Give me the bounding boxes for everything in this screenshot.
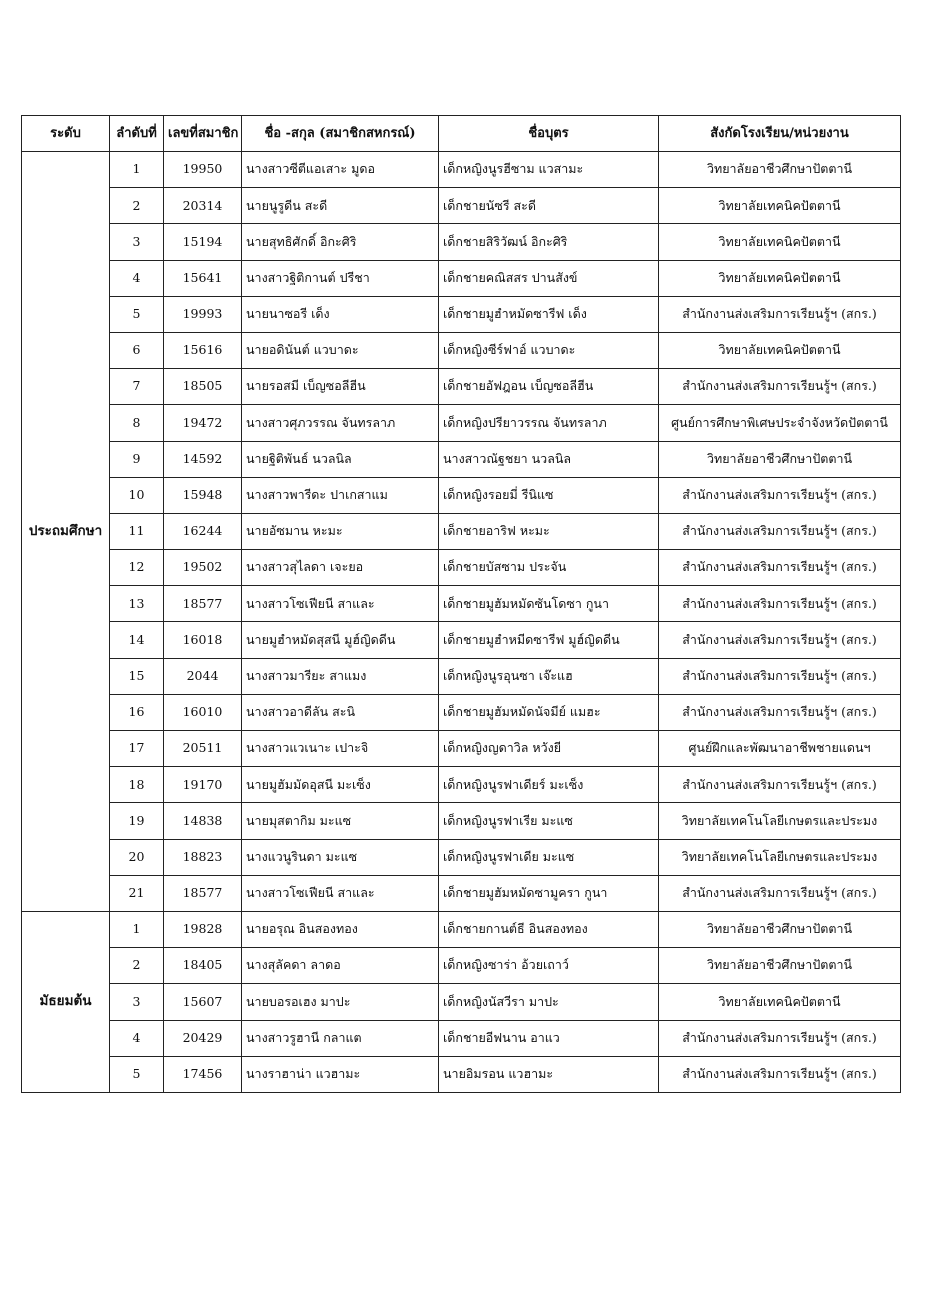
header-level: ระดับ [22, 116, 110, 152]
member-name-cell: นางสาวซีตีแอเสาะ มูดอ [242, 152, 439, 188]
header-member-name: ชื่อ -สกุล (สมาชิกสหกรณ์) [242, 116, 439, 152]
member-name-cell: นายมูฮำหมัดสุสนี มูฮ์ญิดดีน [242, 622, 439, 658]
table-row [22, 477, 901, 513]
member-no-cell: 16018 [164, 622, 242, 658]
member-name-cell: นางสาวโซเฟียนี สาและ [242, 586, 439, 622]
table-row [22, 1056, 901, 1092]
table-row [22, 767, 901, 803]
table-row [22, 1020, 901, 1056]
child-name-cell: เด็กชายอาริฟ หะมะ [439, 513, 659, 549]
unit-cell: วิทยาลัยเทคนิคปัตตานี [659, 984, 901, 1020]
member-name-cell: นางสาวพารีดะ ปาเกสาแม [242, 477, 439, 513]
order-cell: 6 [110, 332, 164, 368]
unit-cell: วิทยาลัยอาชีวศึกษาปัตตานี [659, 911, 901, 947]
table-row [22, 224, 901, 260]
member-no-cell: 19950 [164, 152, 242, 188]
child-name-cell: เด็กหญิงนูรอุนซา เจ๊ะแฮ [439, 658, 659, 694]
order-cell: 19 [110, 803, 164, 839]
table-row [22, 332, 901, 368]
table-row [22, 513, 901, 549]
unit-cell: สำนักงานส่งเสริมการเรียนรู้ฯ (สกร.) [659, 658, 901, 694]
header-child-name: ชื่อบุตร [439, 116, 659, 152]
child-name-cell: เด็กหญิงนูรฟาเดียร์ มะเซ็ง [439, 767, 659, 803]
order-cell: 20 [110, 839, 164, 875]
order-cell: 11 [110, 513, 164, 549]
unit-cell: วิทยาลัยเทคนิคปัตตานี [659, 224, 901, 260]
table-row [22, 731, 901, 767]
header-member-no: เลขที่สมาชิก [164, 116, 242, 152]
member-name-cell: นายสุทธิศักดิ์ อิกะศิริ [242, 224, 439, 260]
table-row [22, 405, 901, 441]
unit-cell: สำนักงานส่งเสริมการเรียนรู้ฯ (สกร.) [659, 550, 901, 586]
table-row [22, 369, 901, 405]
unit-cell: สำนักงานส่งเสริมการเรียนรู้ฯ (สกร.) [659, 1020, 901, 1056]
child-name-cell: เด็กชายคณิสสร ปานสังข์ [439, 260, 659, 296]
order-cell: 3 [110, 984, 164, 1020]
member-no-cell: 18505 [164, 369, 242, 405]
member-no-cell: 19828 [164, 911, 242, 947]
child-name-cell: เด็กชายมูฮัมหมัดนัจมีย์ แมฮะ [439, 694, 659, 730]
unit-cell: สำนักงานส่งเสริมการเรียนรู้ฯ (สกร.) [659, 767, 901, 803]
child-name-cell: เด็กหญิงนูรฟาเรีย มะแซ [439, 803, 659, 839]
member-name-cell: นางแวนูรินดา มะแซ [242, 839, 439, 875]
order-cell: 2 [110, 948, 164, 984]
unit-cell: สำนักงานส่งเสริมการเรียนรู้ฯ (สกร.) [659, 513, 901, 549]
scholarship-table [21, 115, 901, 1093]
order-cell: 8 [110, 405, 164, 441]
order-cell: 14 [110, 622, 164, 658]
table-row [22, 875, 901, 911]
child-name-cell: เด็กชายบัสซาม ประจัน [439, 550, 659, 586]
order-cell: 10 [110, 477, 164, 513]
member-no-cell: 20429 [164, 1020, 242, 1056]
table-row [22, 839, 901, 875]
level-cell: ประถมศึกษา [22, 152, 110, 912]
unit-cell: วิทยาลัยเทคนิคปัตตานี [659, 188, 901, 224]
member-name-cell: นางสาวรูฮานี กลาแต [242, 1020, 439, 1056]
child-name-cell: เด็กชายมูฮัมหมัดซามูครา กูนา [439, 875, 659, 911]
child-name-cell: เด็กชายอัฟฎอน เบ็ญซอลีฮีน [439, 369, 659, 405]
member-name-cell: นางสาวฐิติกานต์ ปรีชา [242, 260, 439, 296]
order-cell: 7 [110, 369, 164, 405]
member-no-cell: 15948 [164, 477, 242, 513]
table-header [22, 116, 901, 152]
member-name-cell: นางสาวโซเฟียนี สาและ [242, 875, 439, 911]
child-name-cell: เด็กชายอีฟนาน อาแว [439, 1020, 659, 1056]
member-name-cell: นายนาซอรี เด็ง [242, 296, 439, 332]
table-row [22, 152, 901, 188]
member-no-cell: 14592 [164, 441, 242, 477]
order-cell: 18 [110, 767, 164, 803]
member-no-cell: 20511 [164, 731, 242, 767]
table-row [22, 803, 901, 839]
table-body [22, 152, 901, 1093]
unit-cell: วิทยาลัยอาชีวศึกษาปัตตานี [659, 152, 901, 188]
member-no-cell: 19170 [164, 767, 242, 803]
member-no-cell: 19502 [164, 550, 242, 586]
child-name-cell: เด็กหญิงนูรฮีซาม แวสามะ [439, 152, 659, 188]
member-name-cell: นายบอรอเฮง มาปะ [242, 984, 439, 1020]
unit-cell: สำนักงานส่งเสริมการเรียนรู้ฯ (สกร.) [659, 622, 901, 658]
unit-cell: วิทยาลัยเทคโนโลยีเกษตรและประมง [659, 839, 901, 875]
member-name-cell: นายมุสตากิม มะแซ [242, 803, 439, 839]
member-name-cell: นายนูรูดีน สะดี [242, 188, 439, 224]
unit-cell: สำนักงานส่งเสริมการเรียนรู้ฯ (สกร.) [659, 369, 901, 405]
order-cell: 1 [110, 152, 164, 188]
member-name-cell: นางสาวอาดีลัน สะนิ [242, 694, 439, 730]
order-cell: 15 [110, 658, 164, 694]
member-no-cell: 19472 [164, 405, 242, 441]
member-name-cell: นายอรุณ อินสองทอง [242, 911, 439, 947]
member-name-cell: นางสุลัคดา ลาดอ [242, 948, 439, 984]
table-row [22, 658, 901, 694]
member-no-cell: 16010 [164, 694, 242, 730]
order-cell: 21 [110, 875, 164, 911]
unit-cell: ศูนย์ฝึกและพัฒนาอาชีพชายแดนฯ [659, 731, 901, 767]
unit-cell: สำนักงานส่งเสริมการเรียนรู้ฯ (สกร.) [659, 1056, 901, 1092]
child-name-cell: เด็กหญิงญดาวิล หวังยี [439, 731, 659, 767]
member-no-cell: 14838 [164, 803, 242, 839]
child-name-cell: เด็กชายสิริวัฒน์ อิกะศิริ [439, 224, 659, 260]
child-name-cell: เด็กชายกานต์ธี อินสองทอง [439, 911, 659, 947]
table-row [22, 911, 901, 947]
order-cell: 4 [110, 1020, 164, 1056]
member-name-cell: นางสาวศุภวรรณ จันทรลาภ [242, 405, 439, 441]
member-name-cell: นางราฮาน่า แวฮามะ [242, 1056, 439, 1092]
order-cell: 12 [110, 550, 164, 586]
order-cell: 5 [110, 1056, 164, 1092]
order-cell: 9 [110, 441, 164, 477]
member-name-cell: นายมูฮัมมัดอุสนี มะเซ็ง [242, 767, 439, 803]
order-cell: 3 [110, 224, 164, 260]
member-name-cell: นายฐิติพันธ์ นวลนิล [242, 441, 439, 477]
order-cell: 17 [110, 731, 164, 767]
member-no-cell: 15607 [164, 984, 242, 1020]
member-no-cell: 15616 [164, 332, 242, 368]
child-name-cell: นางสาวณัฐชยา นวลนิล [439, 441, 659, 477]
child-name-cell: เด็กหญิงซาร่า อ้วยเถาว์ [439, 948, 659, 984]
unit-cell: ศูนย์การศึกษาพิเศษประจำจังหวัดปัตตานี [659, 405, 901, 441]
table-row [22, 550, 901, 586]
member-name-cell: นางสาวสุไลดา เจะยอ [242, 550, 439, 586]
member-no-cell: 20314 [164, 188, 242, 224]
table-row [22, 586, 901, 622]
order-cell: 2 [110, 188, 164, 224]
scholarship-list-sheet [21, 115, 900, 1093]
table-row [22, 622, 901, 658]
header-order: ลำดับที่ [110, 116, 164, 152]
member-no-cell: 18823 [164, 839, 242, 875]
member-name-cell: นายอดินันต์ แวบาดะ [242, 332, 439, 368]
table-row [22, 188, 901, 224]
table-row [22, 948, 901, 984]
order-cell: 4 [110, 260, 164, 296]
unit-cell: สำนักงานส่งเสริมการเรียนรู้ฯ (สกร.) [659, 875, 901, 911]
member-no-cell: 18577 [164, 875, 242, 911]
member-no-cell: 18577 [164, 586, 242, 622]
order-cell: 16 [110, 694, 164, 730]
child-name-cell: เด็กชายมูฮำหมัดซารีฟ เด็ง [439, 296, 659, 332]
unit-cell: สำนักงานส่งเสริมการเรียนรู้ฯ (สกร.) [659, 296, 901, 332]
child-name-cell: เด็กหญิงซีร์ฟาอ์ แวบาดะ [439, 332, 659, 368]
member-no-cell: 15641 [164, 260, 242, 296]
unit-cell: สำนักงานส่งเสริมการเรียนรู้ฯ (สกร.) [659, 477, 901, 513]
table-row [22, 296, 901, 332]
unit-cell: วิทยาลัยเทคนิคปัตตานี [659, 260, 901, 296]
member-no-cell: 16244 [164, 513, 242, 549]
child-name-cell: เด็กหญิงนูรฟาเดีย มะแซ [439, 839, 659, 875]
member-name-cell: นางสาวแวเนาะ เปาะจิ [242, 731, 439, 767]
child-name-cell: เด็กหญิงนัสวีรา มาปะ [439, 984, 659, 1020]
unit-cell: วิทยาลัยอาชีวศึกษาปัตตานี [659, 441, 901, 477]
unit-cell: วิทยาลัยอาชีวศึกษาปัตตานี [659, 948, 901, 984]
child-name-cell: เด็กชายมูฮำหมีดซารีฟ มูฮ์ญิดดีน [439, 622, 659, 658]
unit-cell: วิทยาลัยเทคโนโลยีเกษตรและประมง [659, 803, 901, 839]
child-name-cell: เด็กชายนัซรี สะดี [439, 188, 659, 224]
member-no-cell: 18405 [164, 948, 242, 984]
order-cell: 5 [110, 296, 164, 332]
order-cell: 1 [110, 911, 164, 947]
member-name-cell: นายอัซมาน หะมะ [242, 513, 439, 549]
header-row [22, 116, 901, 152]
member-no-cell: 17456 [164, 1056, 242, 1092]
table-row [22, 260, 901, 296]
member-name-cell: นายรอสมี เบ็ญซอลีฮีน [242, 369, 439, 405]
member-no-cell: 2044 [164, 658, 242, 694]
member-no-cell: 19993 [164, 296, 242, 332]
member-no-cell: 15194 [164, 224, 242, 260]
table-row [22, 441, 901, 477]
child-name-cell: เด็กชายมูฮัมหมัดซันโดซา กูนา [439, 586, 659, 622]
child-name-cell: เด็กหญิงรอยมี่ รีนิแซ [439, 477, 659, 513]
unit-cell: วิทยาลัยเทคนิคปัตตานี [659, 332, 901, 368]
level-cell: มัธยมต้น [22, 911, 110, 1092]
child-name-cell: เด็กหญิงปรียาวรรณ จันทรลาภ [439, 405, 659, 441]
table-row [22, 984, 901, 1020]
unit-cell: สำนักงานส่งเสริมการเรียนรู้ฯ (สกร.) [659, 694, 901, 730]
unit-cell: สำนักงานส่งเสริมการเรียนรู้ฯ (สกร.) [659, 586, 901, 622]
member-name-cell: นางสาวมารียะ สาแมง [242, 658, 439, 694]
child-name-cell: นายอิมรอน แวฮามะ [439, 1056, 659, 1092]
header-unit: สังกัดโรงเรียน/หน่วยงาน [659, 116, 901, 152]
table-row [22, 694, 901, 730]
order-cell: 13 [110, 586, 164, 622]
